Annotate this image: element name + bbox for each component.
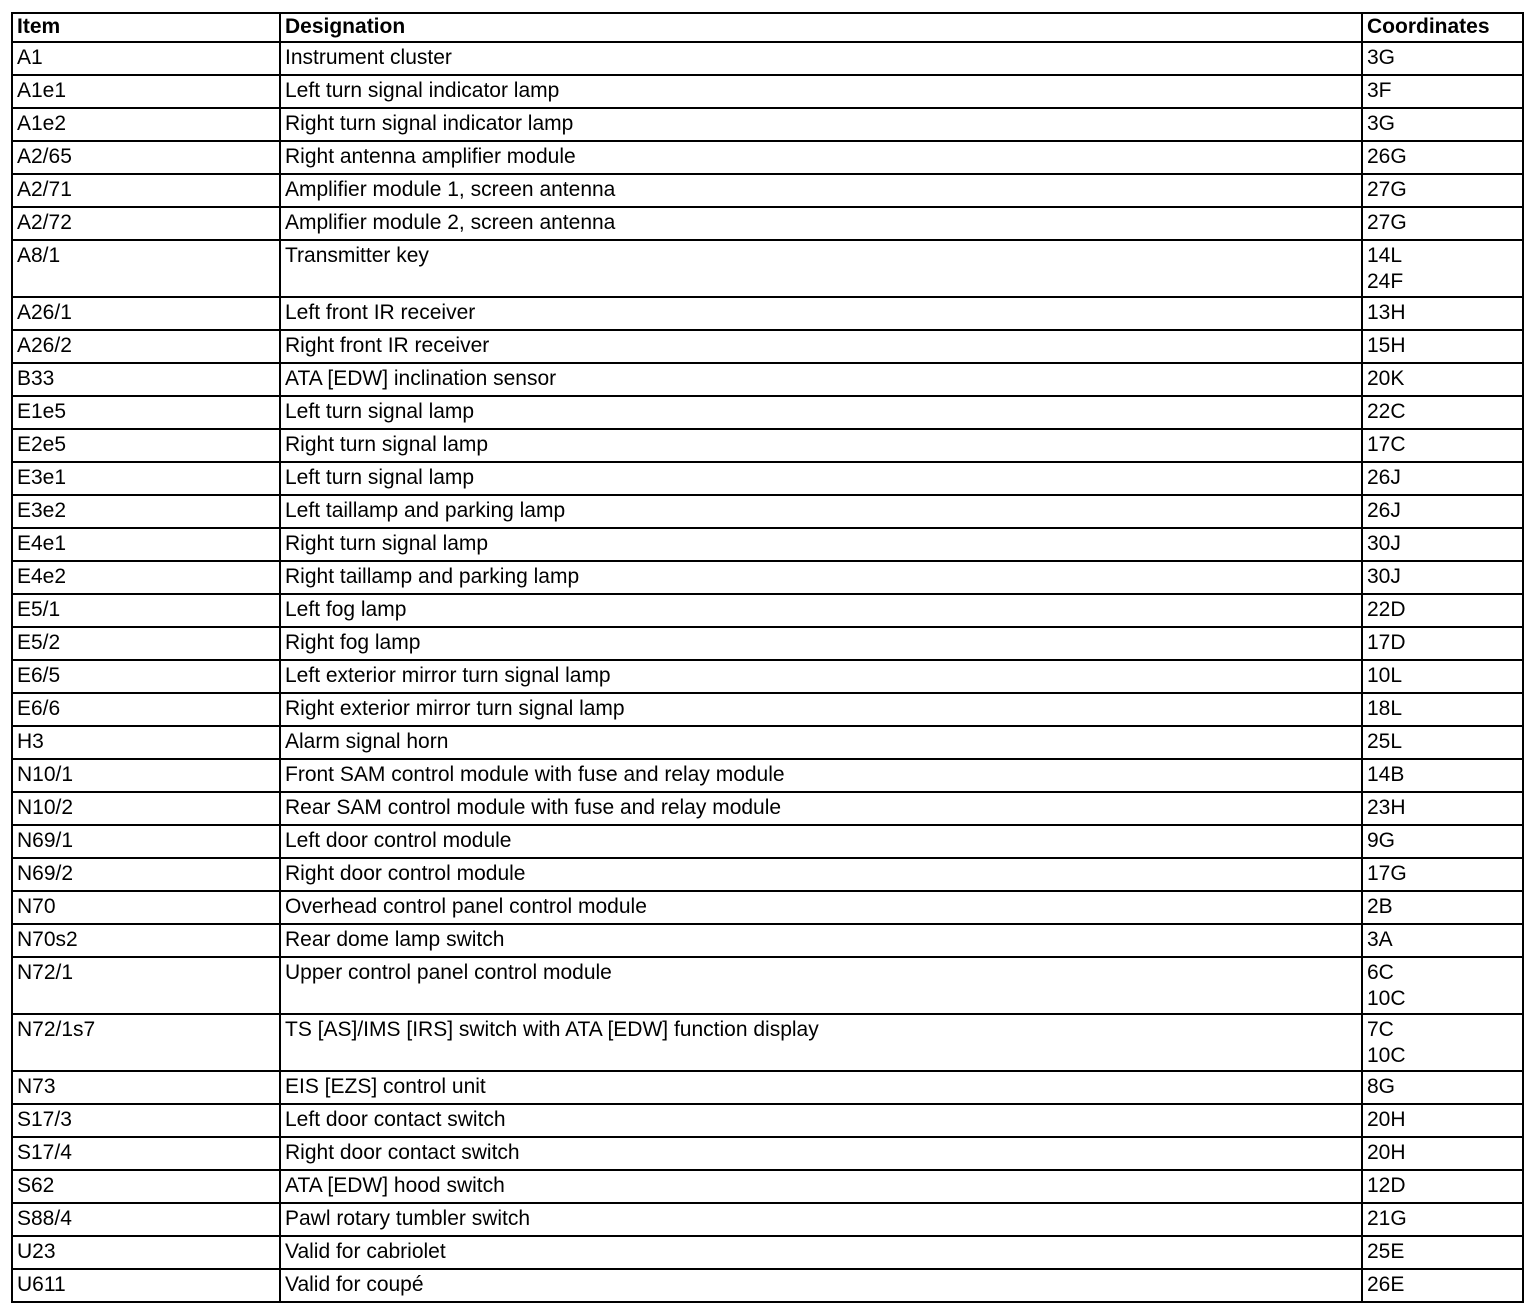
cell-coordinates <box>1362 1014 1523 1071</box>
cell-designation: Left turn signal lamp <box>280 462 1362 495</box>
coordinate-value: 26J <box>1367 499 1401 522</box>
table-row <box>12 759 1523 792</box>
coordinate-value: 6C <box>1367 961 1394 984</box>
cell-item: A2/65 <box>12 141 280 174</box>
cell-item: S17/3 <box>12 1104 280 1137</box>
cell-coordinates <box>1362 924 1523 957</box>
coordinate-value: 21G <box>1367 1207 1407 1230</box>
cell-item: A8/1 <box>12 240 280 297</box>
cell-item: E4e2 <box>12 561 280 594</box>
coordinate-value: 17C <box>1367 433 1406 456</box>
cell-coordinates <box>1362 561 1523 594</box>
table-row <box>12 1071 1523 1104</box>
cell-designation: Left turn signal indicator lamp <box>280 75 1362 108</box>
cell-designation: EIS [EZS] control unit <box>280 1071 1362 1104</box>
cell-item: E2e5 <box>12 429 280 462</box>
table-row <box>12 141 1523 174</box>
cell-item: N70s2 <box>12 924 280 957</box>
cell-item: S17/4 <box>12 1137 280 1170</box>
cell-designation: Right antenna amplifier module <box>280 141 1362 174</box>
cell-designation: Left exterior mirror turn signal lamp <box>280 660 1362 693</box>
cell-coordinates <box>1362 429 1523 462</box>
cell-coordinates <box>1362 174 1523 207</box>
table-row <box>12 330 1523 363</box>
cell-coordinates <box>1362 330 1523 363</box>
table-row <box>12 528 1523 561</box>
table-row <box>12 1104 1523 1137</box>
header-coordinates: Coordinates <box>1362 13 1523 42</box>
cell-designation: Right turn signal lamp <box>280 429 1362 462</box>
coordinate-value: 10C <box>1367 987 1406 1010</box>
coordinate-value: 22C <box>1367 400 1406 423</box>
cell-designation: Left taillamp and parking lamp <box>280 495 1362 528</box>
table-row <box>12 462 1523 495</box>
cell-item: N10/2 <box>12 792 280 825</box>
coordinate-value: 24F <box>1367 270 1404 293</box>
cell-coordinates <box>1362 693 1523 726</box>
cell-designation: Left front IR receiver <box>280 297 1362 330</box>
coordinate-value: 3G <box>1367 112 1396 135</box>
coordinate-value: 26J <box>1367 466 1401 489</box>
cell-designation: Left fog lamp <box>280 594 1362 627</box>
coordinate-value: 27G <box>1367 211 1407 234</box>
cell-coordinates <box>1362 42 1523 75</box>
cell-item: N70 <box>12 891 280 924</box>
table-row <box>12 957 1523 1014</box>
cell-item: E3e2 <box>12 495 280 528</box>
coordinate-value: 20H <box>1367 1141 1406 1164</box>
coordinate-value: 14B <box>1367 763 1405 786</box>
table-row <box>12 924 1523 957</box>
coordinate-value: 23H <box>1367 796 1406 819</box>
table-row <box>12 660 1523 693</box>
cell-designation: Valid for coupé <box>280 1269 1362 1302</box>
cell-designation: Rear SAM control module with fuse and relay module <box>280 792 1362 825</box>
coordinate-value: 10C <box>1367 1044 1406 1067</box>
coordinate-value: 27G <box>1367 178 1407 201</box>
cell-designation: Valid for cabriolet <box>280 1236 1362 1269</box>
cell-item: S62 <box>12 1170 280 1203</box>
cell-designation: Overhead control panel control module <box>280 891 1362 924</box>
cell-item: E6/6 <box>12 693 280 726</box>
table-row <box>12 429 1523 462</box>
coordinate-value: 3F <box>1367 79 1392 102</box>
cell-item: A2/71 <box>12 174 280 207</box>
table-row <box>12 297 1523 330</box>
cell-coordinates <box>1362 396 1523 429</box>
coordinate-value: 20H <box>1367 1108 1406 1131</box>
cell-designation: Right turn signal indicator lamp <box>280 108 1362 141</box>
coordinate-value: 26E <box>1367 1273 1405 1296</box>
cell-item: U611 <box>12 1269 280 1302</box>
table-row <box>12 891 1523 924</box>
cell-coordinates <box>1362 141 1523 174</box>
coordinate-value: 22D <box>1367 598 1406 621</box>
cell-item: N73 <box>12 1071 280 1104</box>
table-row <box>12 1203 1523 1236</box>
cell-coordinates <box>1362 759 1523 792</box>
table-row <box>12 726 1523 759</box>
table-row <box>12 1269 1523 1302</box>
cell-coordinates <box>1362 1104 1523 1137</box>
table-row <box>12 792 1523 825</box>
table-row <box>12 627 1523 660</box>
cell-coordinates <box>1362 1236 1523 1269</box>
table-row <box>12 693 1523 726</box>
cell-coordinates <box>1362 891 1523 924</box>
cell-item: S88/4 <box>12 1203 280 1236</box>
cell-item: U23 <box>12 1236 280 1269</box>
cell-item: N69/1 <box>12 825 280 858</box>
cell-designation: Right front IR receiver <box>280 330 1362 363</box>
cell-coordinates <box>1362 957 1523 1014</box>
cell-coordinates <box>1362 108 1523 141</box>
cell-designation: Amplifier module 2, screen antenna <box>280 207 1362 240</box>
cell-coordinates <box>1362 1170 1523 1203</box>
cell-item: A1e1 <box>12 75 280 108</box>
coordinate-value: 2B <box>1367 895 1393 918</box>
cell-item: A26/1 <box>12 297 280 330</box>
table-row <box>12 396 1523 429</box>
table-row <box>12 42 1523 75</box>
cell-coordinates <box>1362 1137 1523 1170</box>
cell-coordinates <box>1362 792 1523 825</box>
header-row <box>12 13 1523 42</box>
coordinate-value: 20K <box>1367 367 1405 390</box>
coordinate-value: 18L <box>1367 697 1403 720</box>
cell-designation: Rear dome lamp switch <box>280 924 1362 957</box>
coordinate-value: 25E <box>1367 1240 1405 1263</box>
table-row <box>12 858 1523 891</box>
table-row <box>12 1170 1523 1203</box>
table-row <box>12 495 1523 528</box>
coordinate-value: 14L <box>1367 244 1403 267</box>
cell-coordinates <box>1362 594 1523 627</box>
coordinate-value: 13H <box>1367 301 1406 324</box>
cell-item: N72/1s7 <box>12 1014 280 1071</box>
cell-coordinates <box>1362 726 1523 759</box>
header-designation: Designation <box>280 13 1362 42</box>
coordinate-value: 10L <box>1367 664 1403 687</box>
cell-coordinates <box>1362 1203 1523 1236</box>
table-row <box>12 108 1523 141</box>
cell-designation: Right fog lamp <box>280 627 1362 660</box>
cell-coordinates <box>1362 363 1523 396</box>
cell-item: E3e1 <box>12 462 280 495</box>
coordinate-value: 3A <box>1367 928 1393 951</box>
cell-coordinates <box>1362 495 1523 528</box>
cell-coordinates <box>1362 825 1523 858</box>
cell-item: E1e5 <box>12 396 280 429</box>
coordinate-value: 30J <box>1367 565 1401 588</box>
cell-item: A26/2 <box>12 330 280 363</box>
cell-designation: Left door contact switch <box>280 1104 1362 1137</box>
cell-item: E5/1 <box>12 594 280 627</box>
cell-designation: Pawl rotary tumbler switch <box>280 1203 1362 1236</box>
cell-coordinates <box>1362 627 1523 660</box>
table-row <box>12 174 1523 207</box>
cell-designation: Right exterior mirror turn signal lamp <box>280 693 1362 726</box>
coordinate-value: 7C <box>1367 1018 1394 1041</box>
cell-designation: Right turn signal lamp <box>280 528 1362 561</box>
table-row <box>12 1014 1523 1071</box>
coordinate-value: 17D <box>1367 631 1406 654</box>
table-row <box>12 1137 1523 1170</box>
cell-designation: Alarm signal horn <box>280 726 1362 759</box>
coordinate-value: 9G <box>1367 829 1396 852</box>
cell-coordinates <box>1362 1071 1523 1104</box>
cell-coordinates <box>1362 858 1523 891</box>
cell-designation: Instrument cluster <box>280 42 1362 75</box>
coordinate-value: 15H <box>1367 334 1406 357</box>
cell-item: N10/1 <box>12 759 280 792</box>
coordinate-value: 8G <box>1367 1075 1396 1098</box>
cell-item: E4e1 <box>12 528 280 561</box>
coordinate-value: 26G <box>1367 145 1407 168</box>
cell-item: A2/72 <box>12 207 280 240</box>
cell-coordinates <box>1362 240 1523 297</box>
cell-designation: Right door contact switch <box>280 1137 1362 1170</box>
cell-designation: ATA [EDW] hood switch <box>280 1170 1362 1203</box>
cell-item: N69/2 <box>12 858 280 891</box>
cell-item: B33 <box>12 363 280 396</box>
cell-item: H3 <box>12 726 280 759</box>
cell-designation: Transmitter key <box>280 240 1362 297</box>
table-row <box>12 363 1523 396</box>
cell-coordinates <box>1362 207 1523 240</box>
table-row <box>12 240 1523 297</box>
table-row <box>12 1236 1523 1269</box>
cell-designation: Front SAM control module with fuse and relay module <box>280 759 1362 792</box>
cell-designation: Left turn signal lamp <box>280 396 1362 429</box>
coordinate-value: 30J <box>1367 532 1401 555</box>
coordinate-value: 3G <box>1367 46 1396 69</box>
table-row <box>12 207 1523 240</box>
table-row <box>12 75 1523 108</box>
table-row <box>12 825 1523 858</box>
cell-item: E5/2 <box>12 627 280 660</box>
table-body <box>12 42 1523 1302</box>
coordinate-value: 17G <box>1367 862 1407 885</box>
cell-coordinates <box>1362 75 1523 108</box>
cell-item: A1 <box>12 42 280 75</box>
cell-item: A1e2 <box>12 108 280 141</box>
cell-designation: TS [AS]/IMS [IRS] switch with ATA [EDW] function display <box>280 1014 1362 1071</box>
cell-designation: Left door control module <box>280 825 1362 858</box>
cell-coordinates <box>1362 660 1523 693</box>
cell-designation: Upper control panel control module <box>280 957 1362 1014</box>
cell-item: E6/5 <box>12 660 280 693</box>
cell-item: N72/1 <box>12 957 280 1014</box>
cell-coordinates <box>1362 528 1523 561</box>
coordinate-value: 25L <box>1367 730 1403 753</box>
coordinate-value: 12D <box>1367 1174 1406 1197</box>
table-row <box>12 594 1523 627</box>
component-legend-table <box>11 12 1524 1303</box>
cell-designation: Right door control module <box>280 858 1362 891</box>
header-item: Item <box>12 13 280 42</box>
cell-coordinates <box>1362 462 1523 495</box>
cell-designation: Amplifier module 1, screen antenna <box>280 174 1362 207</box>
cell-designation: Right taillamp and parking lamp <box>280 561 1362 594</box>
cell-coordinates <box>1362 1269 1523 1302</box>
table-row <box>12 561 1523 594</box>
cell-designation: ATA [EDW] inclination sensor <box>280 363 1362 396</box>
cell-coordinates <box>1362 297 1523 330</box>
